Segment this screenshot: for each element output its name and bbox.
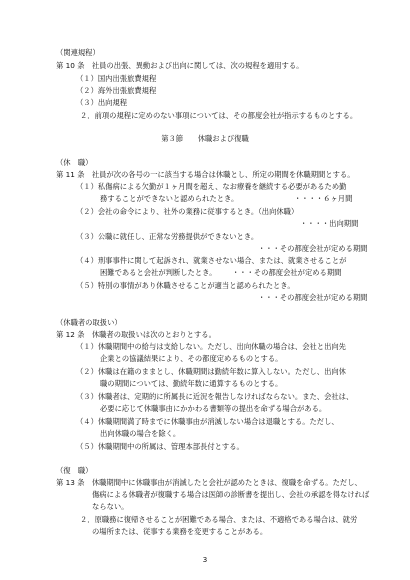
- article-13-line-1: 第 13 条 休職期間中に休職事由が消滅したと会社が認めたときは、復職を命ずる。ただし、: [56, 478, 362, 487]
- article-12-item-3-line-1: （３）休職者は、定期的に所属長に近況を報告しなければならない。また、会社は、: [76, 392, 354, 401]
- article-11-item-4-line-2: 困難であると会社が判断したとき。: [100, 268, 217, 277]
- article-11-item-1-period: ・・・・６ヶ月間: [294, 194, 353, 203]
- heading-related-rules: （関連規程）: [56, 48, 100, 57]
- article-11-item-1-line-2: 務することができないと認められたとき。: [100, 194, 239, 203]
- article-10-paragraph-2: ２．前項の規程に定めのない事項については、その都度会社が指示するものとする。: [80, 111, 358, 120]
- page-number: 3: [202, 555, 208, 564]
- article-13-line-2: 傷病による休職者が復職する場合は医師の診断書を提出し、会社の承認を得なければ: [92, 490, 370, 499]
- article-10-text: 第 10 条 社員の出張、異動および出向に関しては、次の規程を適用する。: [56, 61, 304, 70]
- heading-leave-treatment: （休職者の取扱い）: [56, 318, 122, 327]
- article-11-item-1-line-1: （１）私傷病による欠勤が１ヶ月間を超え、なお療養を継続する必要があるため勤: [76, 182, 347, 191]
- article-11-item-3: （３）公職に就任し、正常な労務提供ができないとき。: [76, 232, 259, 241]
- article-11-text: 第 11 条 社員が次の各号の一に該当する場合は休職とし、所定の期間を休職期間とする。: [56, 170, 355, 179]
- heading-leave: （休 職）: [56, 158, 93, 167]
- article-10-item-3: （３）出向規程: [76, 98, 128, 107]
- article-13-paragraph-2-line-2: の場所または、従事する業務を変更することがある。: [92, 527, 268, 536]
- article-11-item-5-period: ・・・その都度会社が定める期間: [258, 293, 368, 302]
- article-12-item-5: （５）休職期間中の所属は、管理本部長付とする。: [76, 442, 244, 451]
- article-12-item-2-line-2: 職の期間については、勤続年数に通算するものとする。: [100, 379, 283, 388]
- heading-return: （復 職）: [56, 466, 93, 475]
- article-13-paragraph-2-line-1: ２．原職務に復帰させることが困難である場合、または、不適格である場合は、就労: [80, 515, 358, 524]
- article-11-item-5: （５）特別の事情があり休職させることが適当と認められたとき。: [76, 281, 295, 290]
- article-11-item-4-line-1: （４）刑事事件に関して起訴され、就業させない場合、または、就業させることが: [76, 256, 347, 265]
- article-11-item-3-period: ・・・その都度会社が定める期間: [258, 244, 368, 253]
- article-10-item-2: （２）海外出張旅費規程: [76, 86, 157, 95]
- article-12-item-4-line-1: （４）休職期間満了時までに休職事由が消滅しない場合は退職とする。ただし、: [76, 417, 339, 426]
- article-11-item-2-period: ・・・・出向期間: [300, 219, 359, 228]
- section-3-title: 第３節 休職および復職: [161, 134, 249, 143]
- article-12-text: 第 12 条 休職者の取扱いは次のとおりとする。: [56, 330, 216, 339]
- article-13-line-3: ならない。: [92, 502, 129, 511]
- article-11-item-2: （２）会社の命令により、社外の業務に従事するとき。（出向休職）: [76, 207, 299, 216]
- article-12-item-1-line-1: （１）休職期間中の給与は支給しない。ただし、出向休職の場合は、会社と出向先: [76, 342, 346, 351]
- article-12-item-1-line-2: 企業との協議結果により、その都度定めるものとする。: [100, 354, 283, 363]
- article-12-item-3-line-2: 必要に応じて休職事由にかかわる書類等の提出を命ずる場合がある。: [100, 404, 327, 413]
- article-12-item-4-line-2: 出向休職の場合を除く。: [100, 429, 181, 438]
- article-11-item-4-period: ・・・その都度会社が定める期間: [232, 268, 342, 277]
- article-12-item-2-line-1: （２）休職は在籍のままとし、休職期間は勤続年数に算入しない。ただし、出向休: [76, 367, 346, 376]
- article-10-item-1: （１）国内出張旅費規程: [76, 74, 157, 83]
